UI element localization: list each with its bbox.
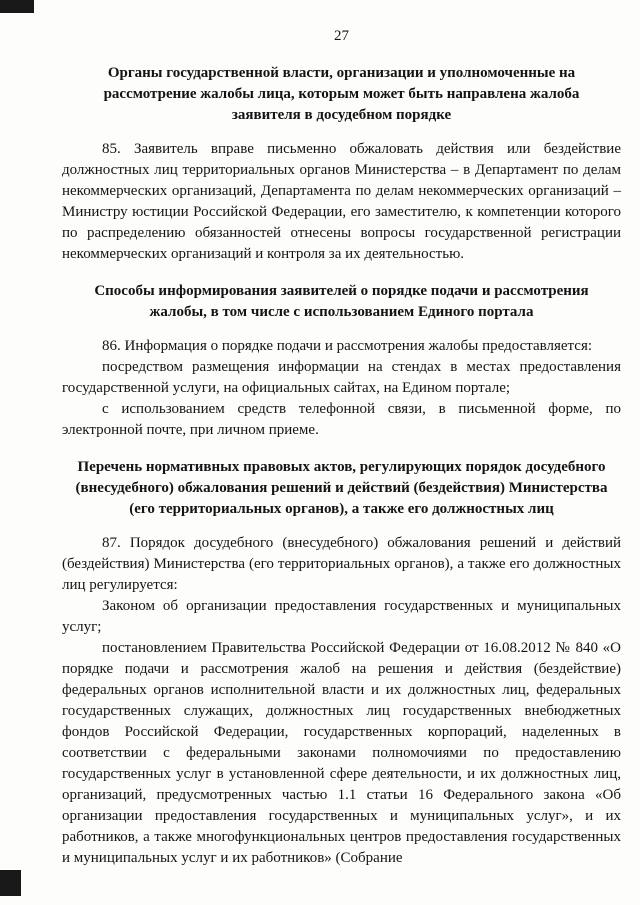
section-legal-acts [62, 457, 621, 869]
paragraph-86-item-1: посредством размещения информации на стендах в местах предоставления государственной услуги, на официальных сайтах, на Едином портале; [62, 359, 621, 396]
paragraph-87-item-1: Законом об организации предоставления государственных и муниципальных услуг; [62, 598, 621, 635]
paragraph-87-item-2: постановлением Правительства Российской Федерации от 16.08.2012 № 840 «О порядке подачи и рассмотрения жалоб на решения и действия (бездействие) федеральных органов исполнительной власти и их должностных лиц, федеральных государственных служащих, должностных лиц государственных внебюджетных фондов Российской Федерации, государственных корпораций, наделенных в соответствии с федеральными законами полномочиями по предоставлению государственных услуг в установленной сфере деятельности, и их должностных лиц, организаций, предусмотренных частью 1.1 статьи 16 Федерального закона «Об организации предоставления государственных и муниципальных услуг», и их работников, а также многофункциональных центров предоставления государственных и муниципальных услуг и их работников» (Собрание [62, 640, 621, 866]
paragraph-87: 87. Порядок досудебного (внесудебного) обжалования решений и действий (бездействия) Министерства (его территориальных органов), а также его должностных лиц регулируется: [62, 535, 621, 593]
section-informing-methods [62, 281, 621, 441]
paragraph-85: 85. Заявитель вправе письменно обжаловать действия или бездействие должностных лиц территориальных органов Министерства – в Департамент по делам некоммерческих организаций, Департамента по делам некоммерческих организаций – Министру юстиции Российской Федерации, его заместителю, к компетенции которого по распределению обязанностей отнесены вопросы государственной регистрации некоммерческих организаций и контроля за их деятельностью. [62, 141, 621, 262]
paragraph-86: 86. Информация о порядке подачи и рассмотрения жалобы предоставляется: [102, 338, 593, 354]
section-heading: Перечень нормативных правовых актов, регулирующих порядок досудебного (внесудебного) обжалования решений и действий (бездействия) Министерства (его территориальных органов), а также его должностных лиц [75, 459, 608, 517]
page-number: 27 [334, 28, 349, 44]
section-heading: Органы государственной власти, организации и уполномоченные на рассмотрение жалобы лица, которым может быть направлена жалоба заявителя в досудебном порядке [103, 65, 580, 123]
scan-artifact-top-left [0, 0, 34, 13]
section-heading: Способы информирования заявителей о порядке подачи и рассмотрения жалобы, в том числе с использованием Единого портала [94, 283, 589, 320]
section-complaint-authorities [62, 63, 621, 265]
scan-artifact-bottom-left [0, 870, 21, 896]
paragraph-86-item-2: с использованием средств телефонной связи, в письменной форме, по электронной почте, при личном приеме. [62, 401, 621, 438]
